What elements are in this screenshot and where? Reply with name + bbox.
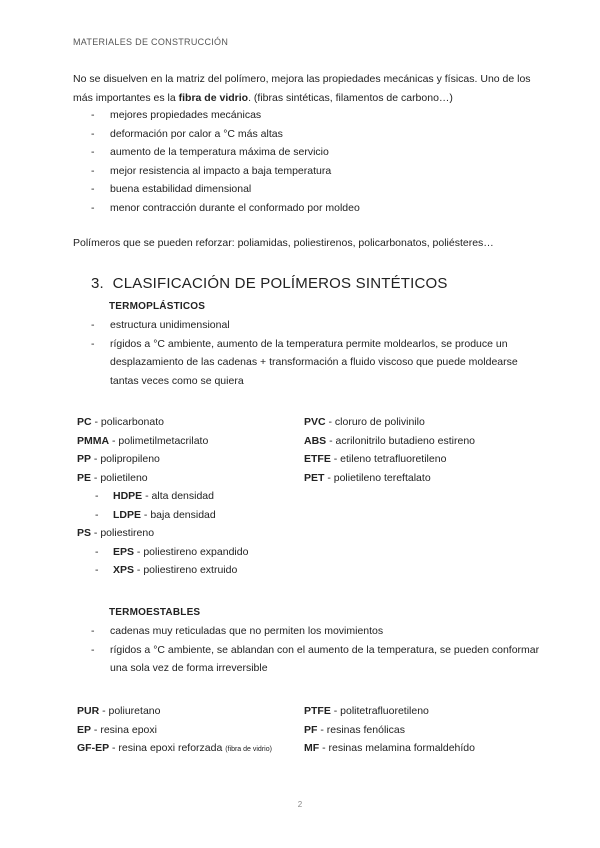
intro-text-end: . (fibras sintéticas, filamentos de carbono…) (248, 92, 453, 104)
polymer-entry: EP - resina epoxi (77, 723, 157, 736)
page-header: MATERIALES DE CONSTRUCCIÓN (73, 37, 229, 47)
list-item: - estructura unidimensional (91, 319, 230, 331)
benefits-list (91, 106, 541, 217)
polymer-entry: PET - polietileno tereftalato (304, 471, 431, 484)
thermosets-heading: TERMOESTABLES (109, 607, 201, 618)
intro-bold-term: fibra de vidrio (178, 92, 249, 104)
polymer-entry: PS - poliestireno (77, 527, 155, 539)
polymer-entry: ETFE - etileno tetrafluoretileno (304, 453, 447, 465)
page-number: 2 (297, 800, 303, 809)
section-title (91, 275, 448, 292)
list-item: - rígidos a °C ambiente, se ablandan con el aumento de la temperatura, se pueden conformar una sola vez de forma irreversible (91, 643, 540, 674)
list-item: - deformación por calor a °C más altas (91, 127, 283, 140)
polymer-entry: GF-EP - resina epoxi reforzada (fibra de vidrio) (77, 742, 272, 754)
section-number: 3. (91, 275, 104, 292)
polymer-entry: PP - polipropileno (77, 453, 160, 465)
polymer-entry: PMMA - polimetilmetacrilato (77, 434, 209, 447)
thermoplastics-heading: TERMOPLÁSTICOS (109, 301, 206, 312)
polymer-entry: ABS - acrilonitrilo butadieno estireno (304, 434, 476, 447)
thermoplastics-left-column (77, 413, 248, 580)
polymer-subentry: - LDPE - baja densidad (95, 508, 216, 521)
thermosets-right-column (304, 702, 475, 758)
footnote-text: (fibra de vidrio) (225, 746, 272, 753)
list-item: - cadenas muy reticuladas que no permiten los movimientos (91, 625, 384, 637)
list-item: - menor contracción durante el conformado por moldeo (91, 201, 360, 214)
list-item: - buena estabilidad dimensional (91, 183, 252, 195)
thermosets-left-column (77, 702, 272, 758)
polymer-entry: PE - polietileno (77, 471, 148, 484)
polymer-entry: PUR - poliuretano (77, 705, 161, 717)
polymer-entry: PVC - cloruro de polivinilo (304, 416, 425, 428)
reinforce-paragraph: Polímeros que se pueden reforzar: poliamidas, poliestirenos, policarbonatos, poliésteres… (73, 237, 494, 249)
thermosets-points (91, 622, 541, 678)
polymer-entry: PF - resinas fenólicas (304, 723, 405, 736)
list-item: - aumento de la temperatura máxima de servicio (91, 146, 329, 158)
list-item: - mejor resistencia al impacto a baja temperatura (91, 164, 332, 177)
thermoplastics-right-column (304, 413, 475, 487)
polymer-entry: PTFE - politetrafluoretileno (304, 705, 429, 717)
section-title-text: CLASIFICACIÓN DE POLÍMEROS SINTÉTICOS (112, 275, 448, 292)
thermoplastics-points (91, 316, 541, 390)
polymer-subentry: - XPS - poliestireno extruido (95, 564, 238, 576)
list-item: - rígidos a °C ambiente, aumento de la temperatura permite moldearlos, se produce un desplazamiento de las cadenas + transformación a fluido viscoso que puede moldearse tantas veces como se quiera (91, 337, 518, 387)
polymer-subentry: - EPS - poliestireno expandido (95, 545, 249, 558)
list-item: - mejores propiedades mecánicas (91, 109, 262, 121)
intro-text: No se disuelven en la matriz del polímero, mejora las propiedades mecánicas y físicas. Uno de los más importantes es la (73, 73, 531, 104)
polymer-entry: PC - policarbonato (77, 416, 164, 428)
polymer-subentry: - HDPE - alta densidad (95, 490, 214, 502)
intro-paragraph (73, 70, 543, 108)
polymer-entry: MF - resinas melamina formaldehído (304, 742, 475, 754)
